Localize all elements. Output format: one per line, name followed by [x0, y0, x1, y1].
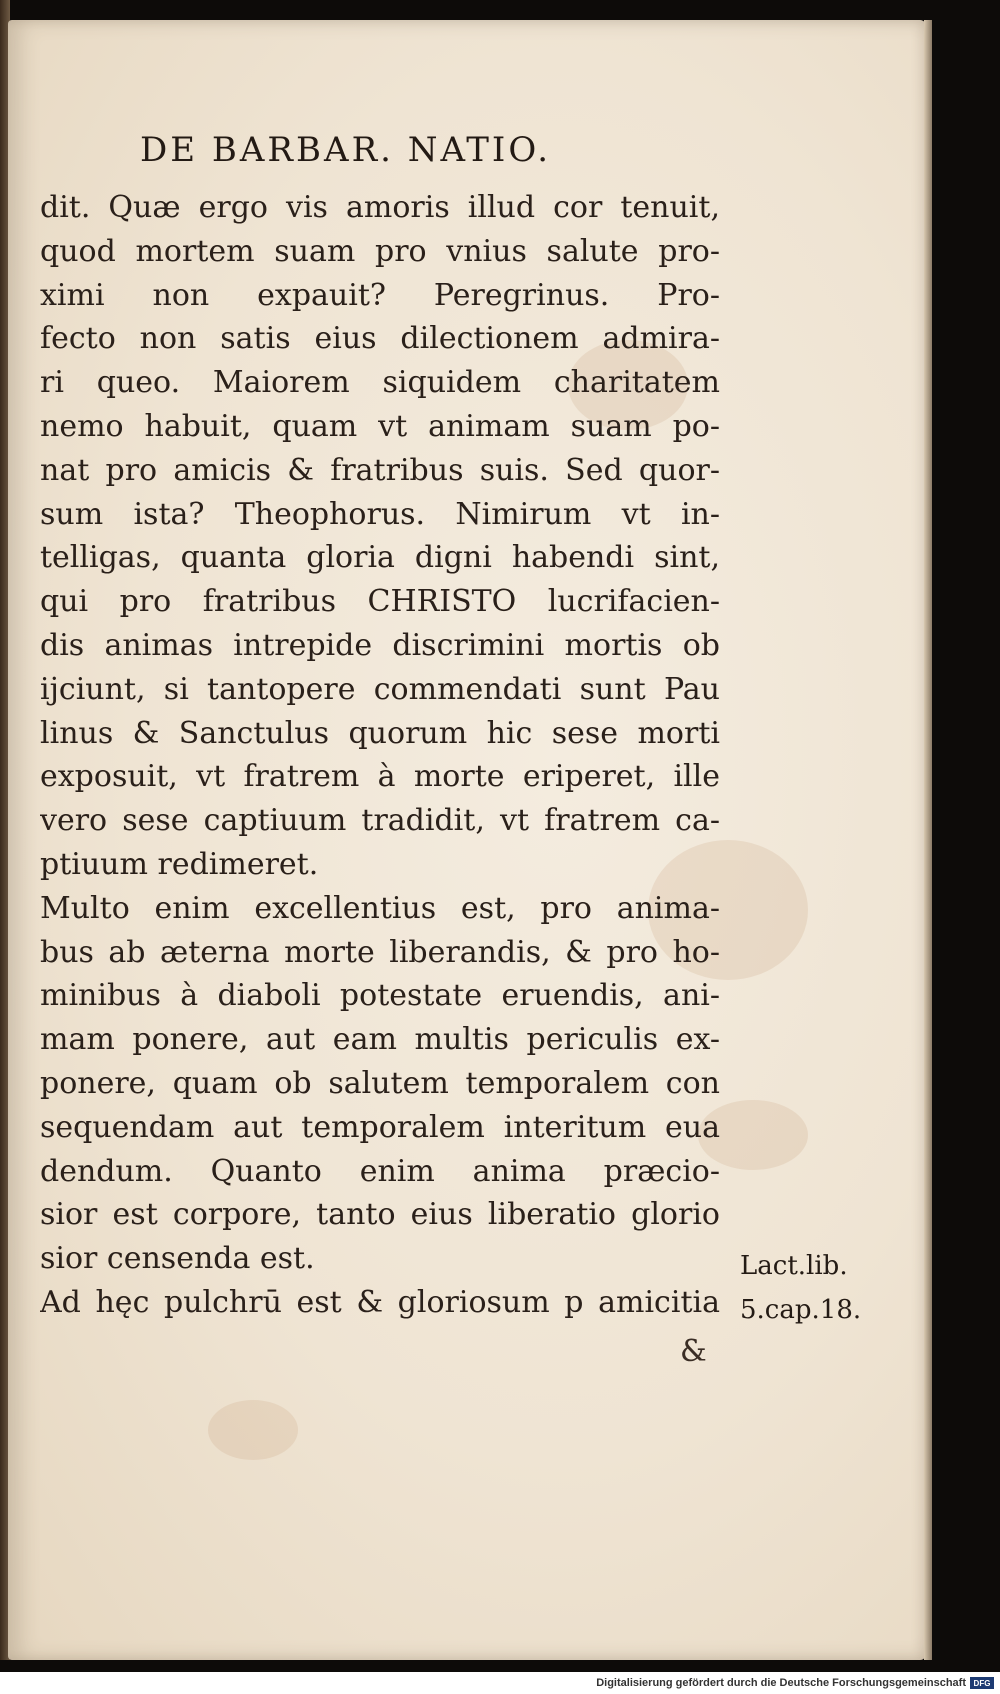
text-line: nat pro amicis & fratribus suis. Sed quor- [40, 452, 720, 488]
page-edge [924, 20, 932, 1660]
text-line: vero sese captiuum tradidit, vt fratrem ca- [40, 803, 720, 839]
text-line: sum ista? Theophorus. Nimirum vt in- [40, 496, 720, 532]
text-line: mam ponere, aut eam multis periculis ex- [40, 1022, 720, 1058]
margin-note-line: Lact.lib. [740, 1251, 848, 1281]
text-line: quod mortem suam pro vnius salute pro- [40, 233, 720, 269]
text-line: Multo enim excellentius est, pro anima- [40, 890, 720, 926]
text-line: sior censenda est. [40, 1241, 315, 1277]
text-line: ponere, quam ob salutem temporalem con [40, 1065, 720, 1101]
text-line: minibus à diaboli potestate eruendis, ani- [40, 978, 720, 1014]
text-line: dendum. Quanto enim anima præcio- [40, 1153, 720, 1189]
text-line: dit. Quæ ergo vis amoris illud cor tenuit, [40, 190, 720, 225]
text-line: bus ab æterna morte liberandis, & pro ho- [40, 934, 720, 970]
text-line: exposuit, vt fratrem à morte eriperet, ille [40, 759, 720, 795]
catchword: & [680, 1334, 707, 1369]
text-line: nemo habuit, quam vt animam suam po- [40, 408, 720, 444]
text-line: Ad hęc pulchrū est & gloriosum p amicitia [40, 1284, 720, 1320]
margin-note-line: 5.cap.18. [740, 1295, 862, 1325]
text-line: qui pro fratribus CHRISTO lucrifacien- [40, 584, 720, 620]
text-line: ri queo. Maiorem siquidem charitatem [40, 365, 720, 401]
text-line: sior est corpore, tanto eius liberatio glorio [40, 1197, 720, 1233]
funding-credit: Digitalisierung gefördert durch die Deutsche Forschungsgemeinschaft [596, 1677, 966, 1689]
text-line: dis animas intrepide discrimini mortis ob [40, 627, 720, 663]
paper-stain [208, 1400, 298, 1460]
text-line: sequendam aut temporalem interitum eua [40, 1109, 720, 1145]
text-line: ptiuum redimeret. [40, 846, 319, 882]
running-head: DE BARBAR. NATIO. [140, 130, 552, 170]
text-line: ximi non expauit? Peregrinus. Pro- [40, 277, 720, 313]
text-line: linus & Sanctulus quorum hic sese morti [40, 715, 720, 751]
footer-bar [0, 1672, 1000, 1694]
margin-note [740, 1244, 890, 1332]
text-line: fecto non satis eius dilectionem admira- [40, 321, 720, 357]
text-line: ijciunt, si tantopere commendati sunt Pau [40, 671, 720, 707]
dfg-logo: DFG [970, 1677, 994, 1689]
body-text [40, 186, 720, 1325]
text-line: telligas, quanta gloria digni habendi sint, [40, 540, 720, 576]
